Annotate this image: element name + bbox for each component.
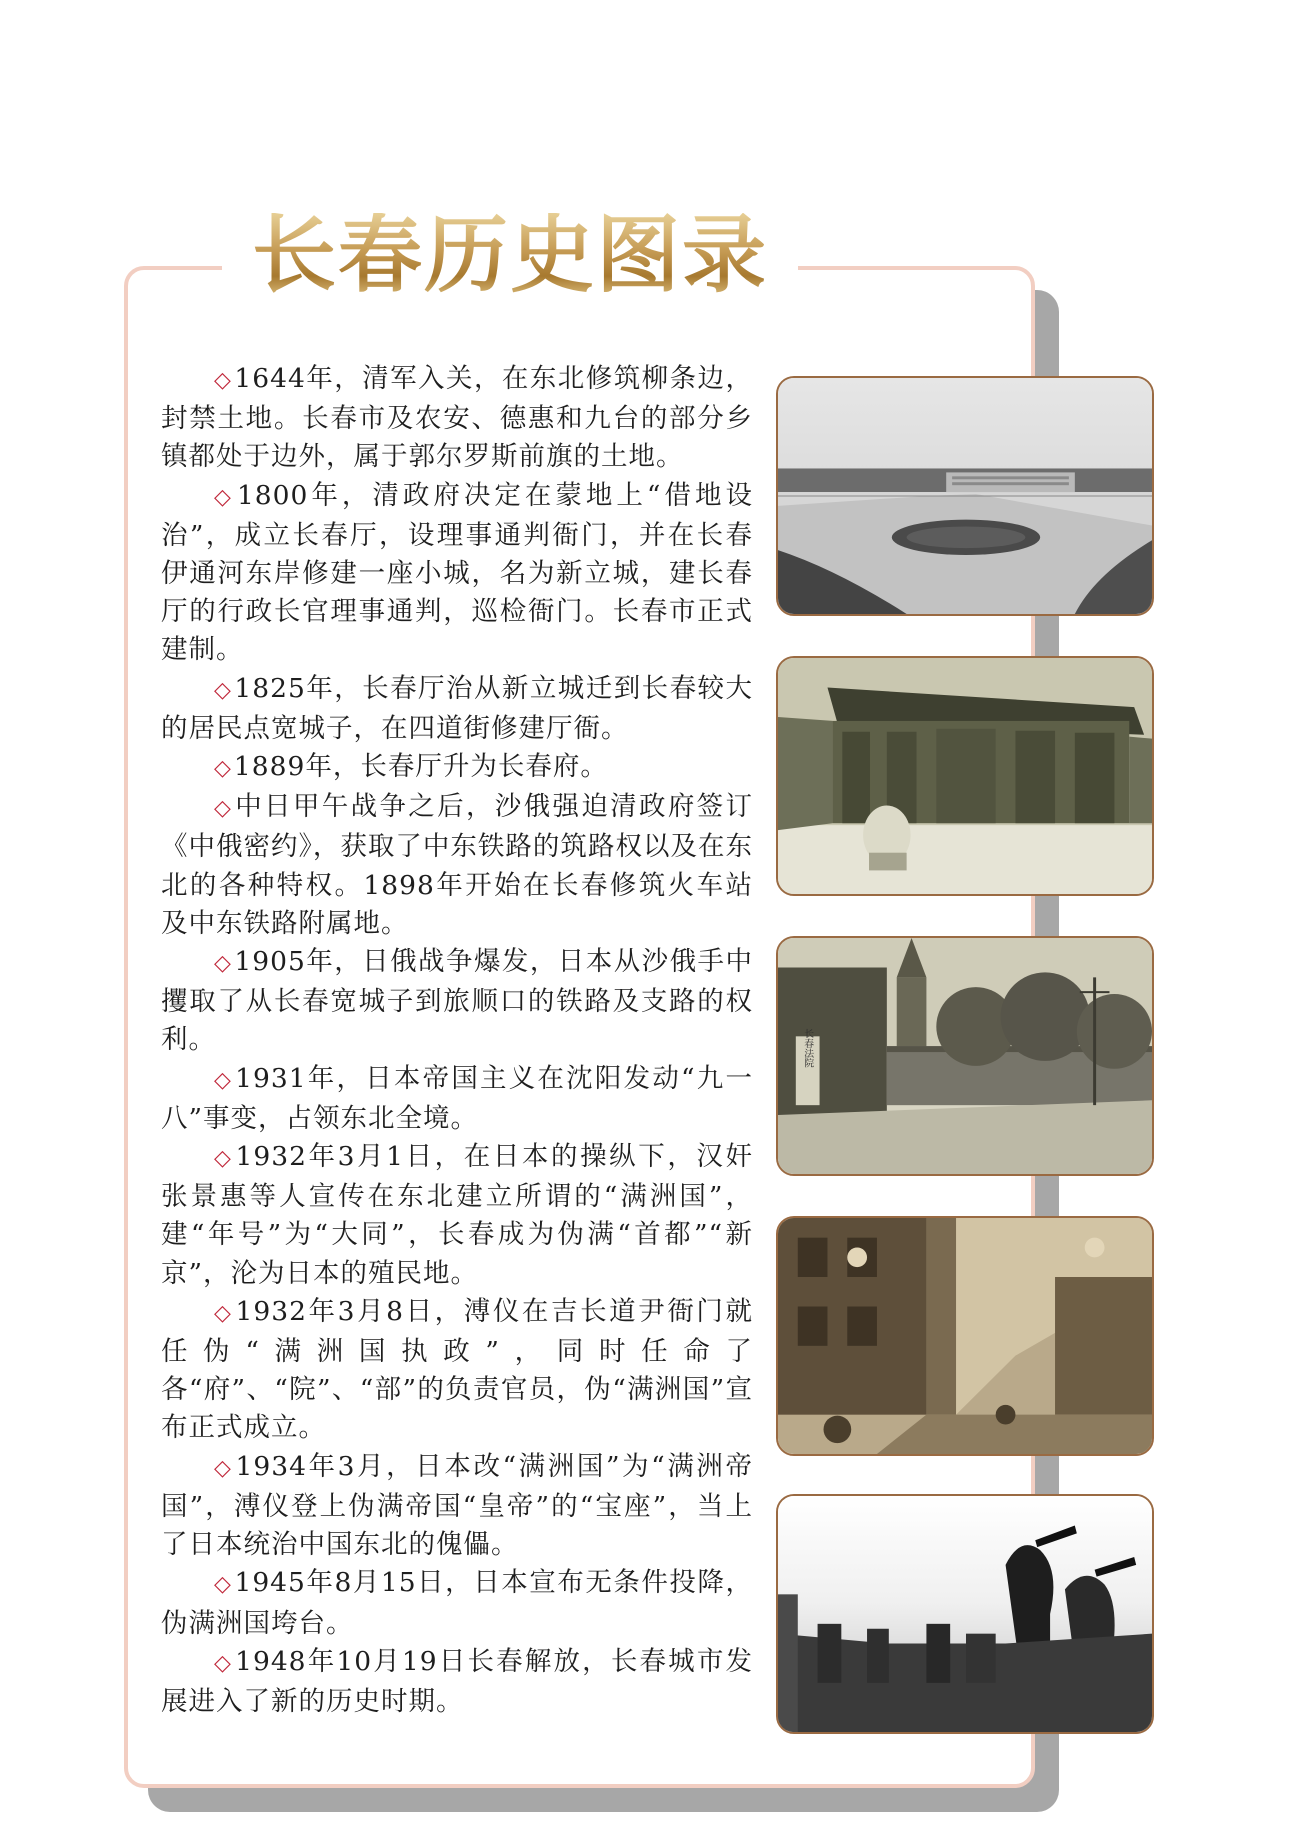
diamond-bullet-icon: ◇ [214, 1067, 234, 1093]
diamond-bullet-icon: ◇ [214, 1146, 234, 1172]
history-entry: ◇1932年3月8日，溥仪在吉长道尹衙门就任伪“满洲国执政”，同时任命了各“府”、“院”、“部”的负责官员，伪“满洲国”宣布正式成立。 [161, 1295, 753, 1444]
photo-liberation-soldiers [776, 1494, 1154, 1734]
page-title-wrap [222, 200, 798, 310]
court-plaque-text: 长春法院 [802, 1028, 814, 1068]
diamond-bullet-icon: ◇ [214, 756, 232, 782]
history-entry: ◇1948年10月19日长春解放，长春城市发展进入了新的历史时期。 [161, 1645, 753, 1717]
history-text-column [161, 360, 753, 1721]
history-entry: ◇1931年，日本帝国主义在沈阳发动“九一八”事变，占领东北全境。 [161, 1062, 753, 1134]
history-entry: ◇1905年，日俄战争爆发，日本从沙俄手中攫取了从长春宽城子到旅顺口的铁路及支路的权利。 [161, 946, 753, 1056]
diamond-bullet-icon: ◇ [214, 1650, 234, 1676]
photo-street-scene [776, 1216, 1154, 1456]
page-title: 长春历史图录 [252, 206, 769, 304]
diamond-bullet-icon: ◇ [214, 1572, 233, 1598]
history-entry: ◇1800年，清政府决定在蒙地上“借地设治”，成立长春厅，设理事通判衙门，并在长春伊通河东岸修建一座小城，名为新立城，建长春厅的行政长官理事通判，巡检衙门。长春市正式建制。 [161, 479, 753, 666]
diamond-bullet-icon: ◇ [214, 368, 233, 393]
diamond-bullet-icon: ◇ [214, 1455, 234, 1481]
photo-yamen-gate [776, 656, 1154, 896]
history-entry: ◇1825年，长春厅治从新立城迁到长春较大的居民点宽城子，在四道街修建厅衙。 [161, 672, 753, 744]
diamond-bullet-icon: ◇ [214, 677, 233, 703]
photo-city-square [776, 376, 1154, 616]
diamond-bullet-icon: ◇ [214, 951, 233, 977]
diamond-bullet-icon: ◇ [214, 796, 234, 822]
photo-court-wall [776, 936, 1154, 1176]
history-entry: ◇1934年3月，日本改“满洲国”为“满洲帝国”，溥仪登上伪满帝国“皇帝”的“宝座”，当上了日本统治中国东北的傀儡。 [161, 1450, 753, 1561]
diamond-bullet-icon: ◇ [214, 1300, 234, 1326]
history-entry: ◇1644年，清军入关，在东北修筑柳条边，封禁土地。长春市及农安、德惠和九台的部分乡镇都处于边外，属于郭尔罗斯前旗的土地。 [161, 363, 753, 473]
history-entry: ◇1889年，长春厅升为长春府。 [214, 751, 608, 783]
diamond-bullet-icon: ◇ [214, 484, 235, 510]
history-entry: ◇1932年3月1日，在日本的操纵下，汉奸张景惠等人宣传在东北建立所谓的“满洲国”，建“年号”为“大同”，长春成为伪满“首都”“新京”，沦为日本的殖民地。 [161, 1141, 753, 1289]
history-entry: ◇1945年8月15日，日本宣布无条件投降，伪满洲国垮台。 [161, 1567, 753, 1639]
history-entry: ◇中日甲午战争之后，沙俄强迫清政府签订《中俄密约》，获取了中东铁路的筑路权以及在东北的各种特权。1898年开始在长春修筑火车站及中东铁路附属地。 [161, 791, 754, 939]
